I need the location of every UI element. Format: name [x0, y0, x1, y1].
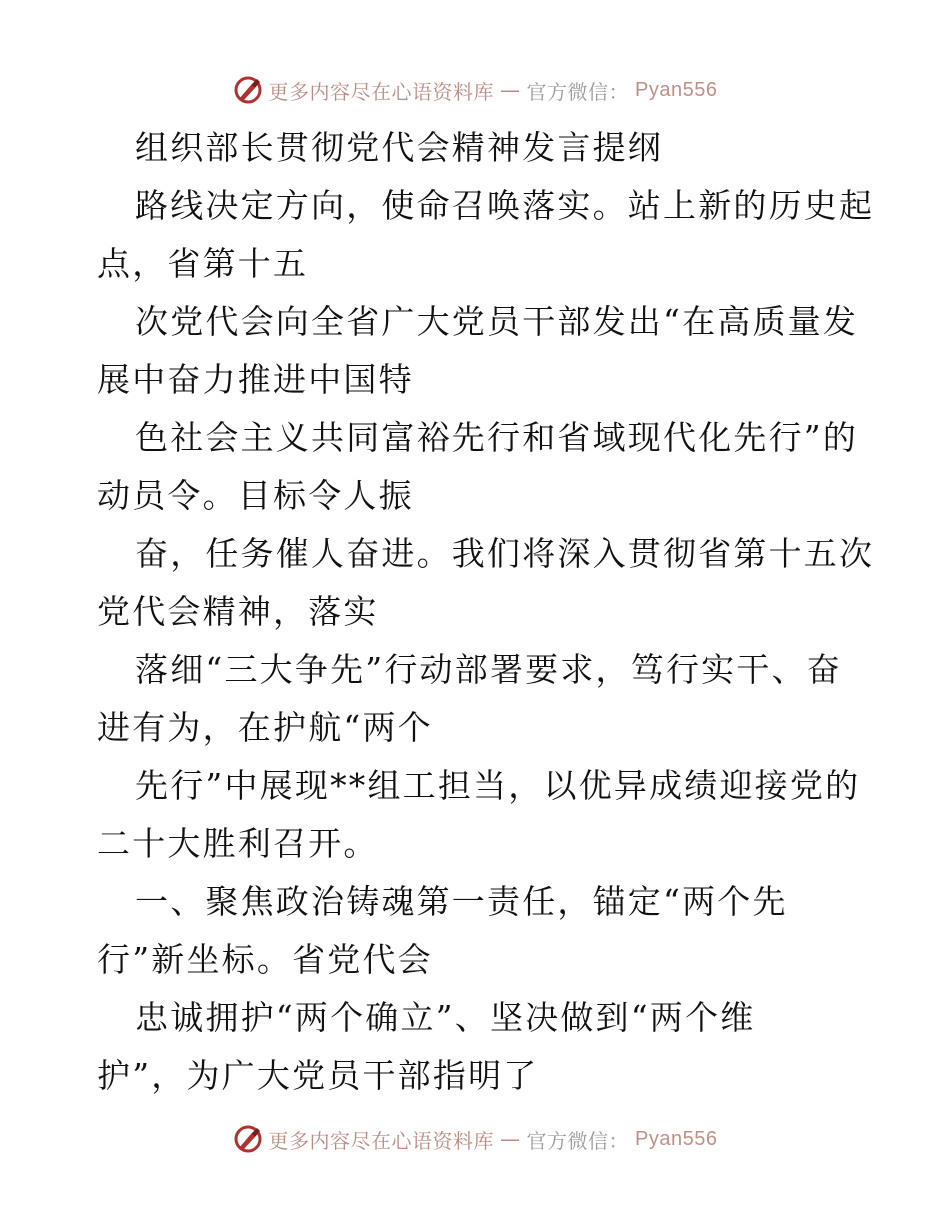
text-line: 色社会主义共同富裕先行和省域现代化先行”的	[135, 418, 859, 457]
banner-wechat-id: Pyan556	[635, 1127, 718, 1150]
text-line: 展中奋力推进中国特	[97, 360, 414, 399]
text-line: 落细“三大争先”行动部署要求，笃行实干、奋	[135, 650, 842, 689]
text-line: 二十大胜利召开。	[97, 824, 379, 863]
text-line: 奋，任务催人奋进。我们将深入贯彻省第十五次	[135, 534, 875, 573]
section-heading: 一、聚焦政治铸魂第一责任，锚定“两个先	[135, 882, 788, 921]
text-line: 忠诚拥护“两个确立”、坚决做到“两个维	[135, 998, 756, 1037]
banner-wechat-id: Pyan556	[635, 78, 718, 101]
text-line: 护”，为广大党员干部指明了	[97, 1056, 539, 1095]
pen-logo-icon	[233, 75, 263, 105]
text-line: 次党代会向全省广大党员干部发出“在高质量发	[135, 302, 859, 341]
document-title: 组织部长贯彻党代会精神发言提纲	[135, 128, 663, 167]
footer-banner	[0, 1121, 950, 1157]
banner-dash: —	[500, 78, 521, 102]
text-line: 点，省第十五	[97, 244, 309, 283]
banner-dash: —	[500, 1127, 521, 1151]
text-line: 动员令。目标令人振	[97, 476, 414, 515]
banner-wechat-label: 官方微信：	[526, 1128, 630, 1153]
text-line: 先行”中展现**组工担当，以优异成绩迎接党的	[135, 766, 861, 805]
pen-logo-icon	[233, 1124, 263, 1154]
text-line: 路线决定方向，使命召唤落实。站上新的历史起	[135, 186, 875, 225]
header-banner	[0, 72, 950, 108]
banner-site-name: 更多内容尽在心语资料库	[268, 1128, 495, 1153]
text-line: 党代会精神，落实	[97, 592, 379, 631]
banner-site-name: 更多内容尽在心语资料库	[268, 79, 495, 104]
text-line: 行”新坐标。省党代会	[97, 940, 433, 979]
text-line: 进有为，在护航“两个	[97, 708, 433, 747]
banner-wechat-label: 官方微信：	[526, 79, 630, 104]
